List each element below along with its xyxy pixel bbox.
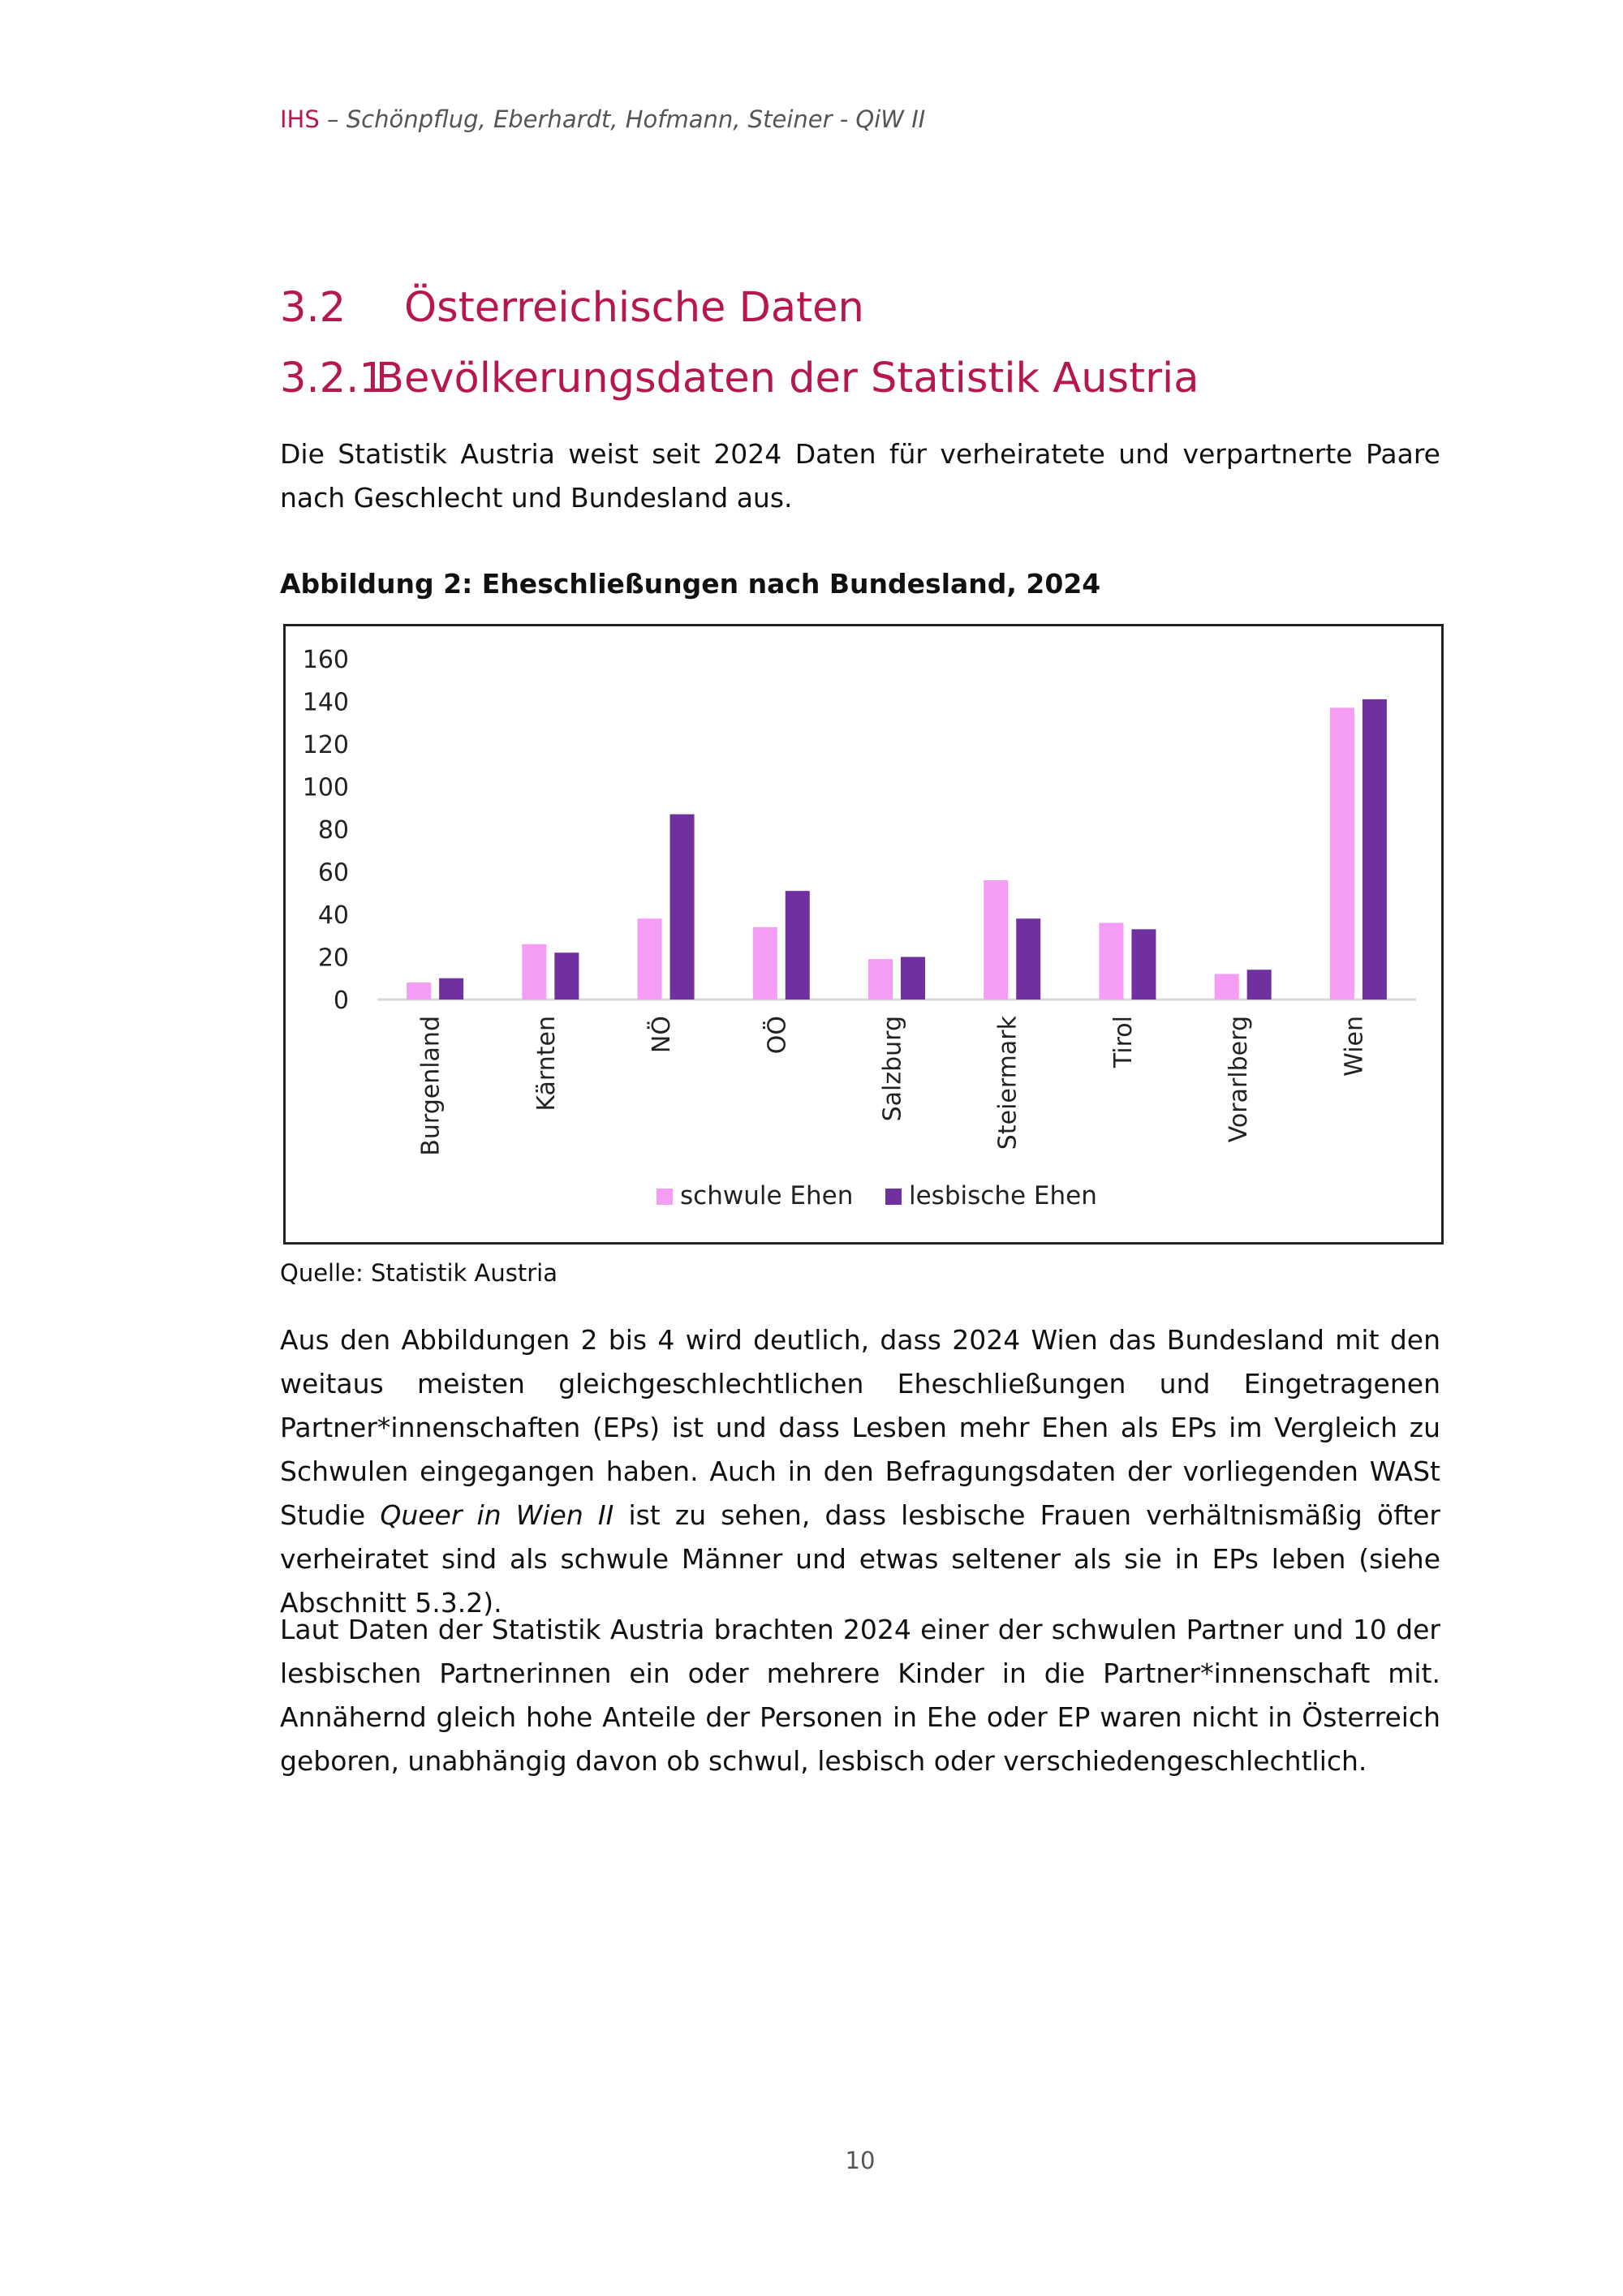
intro-paragraph: Die Statistik Austria weist seit 2024 Daten für verheiratete und verpartnerte Paare nach Geschlecht und Bundesland aus. (280, 438, 1440, 514)
x-tick-label: Wien (1340, 1016, 1369, 1077)
figure-source: Quelle: Statistik Austria (280, 1259, 558, 1287)
bar-schwule-ehen (753, 927, 777, 1000)
subsection-heading (280, 355, 1199, 402)
legend-swatch (657, 1189, 673, 1205)
x-tick-label: Vorarlberg (1225, 1016, 1254, 1143)
y-tick-label: 100 (302, 773, 349, 802)
bar-schwule-ehen (1330, 707, 1354, 1000)
bar-schwule-ehen (984, 880, 1008, 1000)
subsection-title: Bevölkerungsdaten der Statistik Austria (376, 355, 1199, 402)
bar-chart (286, 626, 1441, 1242)
y-tick-label: 0 (333, 987, 349, 1015)
y-tick-label: 40 (317, 901, 349, 930)
bar-schwule-ehen (1099, 923, 1123, 1000)
x-tick-label: Kärnten (532, 1016, 561, 1111)
figure-caption: Abbildung 2: Eheschließungen nach Bundesland, 2024 (280, 568, 1101, 600)
header-authors: – Schönpflug, Eberhardt, Hofmann, Steiner - QiW II (319, 105, 926, 133)
p1-text-before: Aus den Abbildungen 2 bis 4 wird deutlich, dass 2024 Wien das Bundesland mit den weitaus meisten gleichgeschlechtlichen Eheschließungen und Eingetragenen Partner*innenschaften (EPs) ist und dass Lesben mehr Ehen als EPs im Vergleich zu Schwulen eingegangen haben. Auch in den Befragungsdaten der vorliegenden WASt Studie (280, 1324, 1440, 1531)
bar-lesbische-ehen (554, 952, 579, 1000)
legend-swatch (885, 1189, 902, 1205)
bar-schwule-ehen (407, 982, 431, 1000)
section-heading (280, 284, 864, 332)
bar-lesbische-ehen (1016, 918, 1040, 1000)
body-paragraph-2: Laut Daten der Statistik Austria brachten 2024 einer der schwulen Partner und 10 der lesbischen Partnerinnen ein oder mehrere Kinder in die Partner*innenschaft mit. Annähernd gleich hohe Anteile der Personen in Ehe oder EP waren nicht in Österreich geboren, unabhängig davon ob schwul, lesbisch oder verschiedengeschlechtlich. (280, 1614, 1440, 1777)
x-tick-label: Steiermark (993, 1016, 1022, 1150)
y-tick-label: 60 (317, 858, 349, 888)
x-tick-label: Salzburg (878, 1016, 907, 1122)
bar-schwule-ehen (868, 959, 893, 1000)
bar-lesbische-ehen (901, 957, 925, 1000)
bar-schwule-ehen (1215, 974, 1239, 1000)
bar-schwule-ehen (638, 918, 662, 1000)
header-brand: IHS (280, 105, 320, 133)
bar-lesbische-ehen (1363, 699, 1387, 1000)
x-tick-label: OÖ (763, 1016, 792, 1055)
legend-label: lesbische Ehen (909, 1181, 1097, 1210)
bars (407, 699, 1387, 1000)
page-number: 10 (845, 2147, 876, 2174)
section-number: 3.2 (280, 284, 347, 332)
y-tick-label: 120 (302, 731, 349, 759)
x-tick-label: NÖ (648, 1016, 677, 1054)
p1-text-after: ist zu sehen, dass lesbische Frauen verhältnismäßig öfter verheiratet sind als schwule Männer und etwas seltener als sie in EPs leben (siehe Abschnitt 5.3.2). (280, 1499, 1440, 1619)
chart-legend (657, 1181, 1097, 1210)
section-title: Österreichische Daten (404, 284, 864, 332)
bar-lesbische-ehen (1247, 970, 1272, 1000)
x-tick-label: Tirol (1109, 1016, 1138, 1068)
y-tick-label: 80 (317, 816, 349, 845)
bar-lesbische-ehen (786, 891, 810, 1000)
body-paragraph-1 (280, 1318, 1440, 1625)
study-title: Queer in Wien II (380, 1499, 614, 1531)
y-tick-label: 140 (302, 688, 349, 717)
bar-schwule-ehen (522, 944, 546, 1000)
chart-frame (283, 624, 1444, 1245)
y-tick-label: 160 (302, 646, 349, 674)
legend-label: schwule Ehen (680, 1181, 854, 1210)
y-tick-label: 20 (317, 944, 349, 973)
bar-lesbische-ehen (439, 978, 463, 1000)
running-header (280, 105, 925, 133)
subsection-number: 3.2.1 (280, 355, 385, 402)
bar-lesbische-ehen (1131, 929, 1156, 1000)
x-tick-label: Burgenland (416, 1016, 446, 1156)
bar-lesbische-ehen (670, 815, 695, 1000)
y-axis-labels (303, 646, 349, 1015)
x-axis-labels (417, 1015, 1369, 1155)
